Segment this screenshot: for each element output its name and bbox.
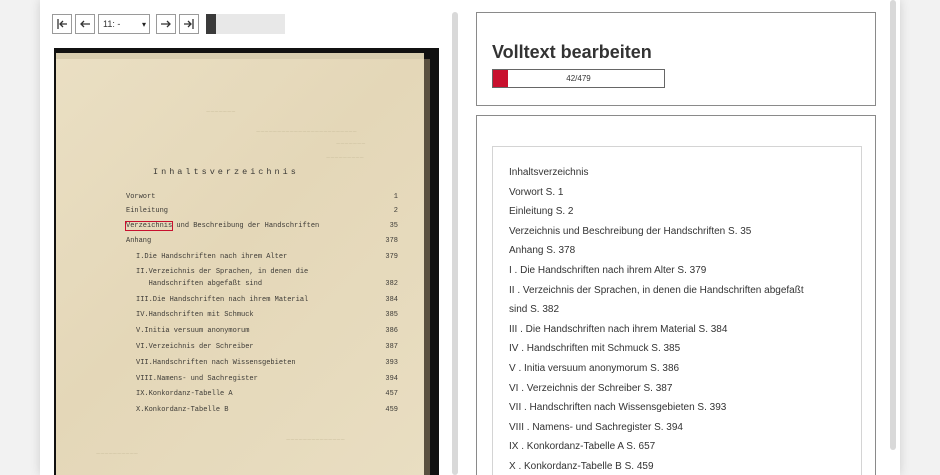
arrow-right-icon <box>159 17 173 31</box>
scan-toc-page: 1 <box>393 193 398 201</box>
scan-toc-text: IV.Handschriften mit Schmuck <box>136 311 254 319</box>
fulltext-line[interactable]: IV . Handschriften mit Schmuck S. 385 <box>509 343 681 355</box>
transcription-progress-bar <box>492 69 665 88</box>
scan-toc-text: Verzeichnis und Beschreibung der Handschriften <box>126 222 320 230</box>
fulltext-editor[interactable] <box>492 146 862 475</box>
fulltext-line[interactable]: VI . Verzeichnis der Schreiber S. 387 <box>509 382 673 394</box>
previous-page-button[interactable] <box>75 14 95 34</box>
scanned-page-image: ~~~~~~~ ~~~~~~~~~~~~~~~~~~~~~~~~ ~~~~~~~ ~~~~~~~~~ ~~~~~~~~~~~~~~ ~~~~~~~~~~ Inhaltsverzeichnis Vorwort 1 Einleitung 2 Verzeichnis und Beschreibung der Handschriften 35 Anhang 378 I.Die Handschriften nach ihrem Alter 379 II.Verzeichnis der Sprachen, in denen die Handschriften abgefaßt sind 382 III.Die Handschriften nach ihrem Material 384 IV.Handschriften mit Schmuck 385 V.Initia versuum anonymorum 386 VI.Verzeichnis der Schreiber 387 VII.Handschriften nach Wissensgebieten 393 VIII.Namens- und Sachregister 394 IX.Konkordanz-Tabelle A 457 X.Konkordanz-Tabelle B 459 <box>56 53 424 475</box>
scan-toc-line <box>126 359 398 368</box>
fulltext-line[interactable]: X . Konkordanz-Tabelle B S. 459 <box>509 461 654 472</box>
scan-toc-text: Vorwort <box>126 193 156 201</box>
fulltext-line[interactable]: V . Initia versuum anonymorum S. 386 <box>509 363 680 374</box>
scan-heading: Inhaltsverzeichnis <box>153 167 299 177</box>
scan-toc-text: II.Verzeichnis der Sprachen, in denen die <box>136 268 309 276</box>
scan-toc-page: 378 <box>385 237 398 245</box>
highlighted-word[interactable]: Verzeichnis <box>126 222 173 230</box>
scan-toc-text: I.Die Handschriften nach ihrem Alter <box>136 253 288 261</box>
transcription-page <box>40 0 900 475</box>
first-page-button[interactable] <box>52 14 72 34</box>
arrow-left-icon <box>78 17 92 31</box>
fulltext-line[interactable]: II . Verzeichnis der Sprachen, in denen die Handschriften abgefaßt <box>509 284 804 296</box>
scan-toc-page: 386 <box>385 327 398 335</box>
fulltext-line[interactable]: VII . Handschriften nach Wissensgebieten S. 393 <box>509 402 727 414</box>
scan-toc-page: 457 <box>385 390 398 398</box>
last-page-icon <box>182 17 196 31</box>
panel-resize-bar[interactable] <box>452 12 458 475</box>
next-page-button[interactable] <box>156 14 176 34</box>
page-navigation-toolbar <box>52 13 285 35</box>
scan-toc-page: 379 <box>385 253 398 261</box>
scan-toc-page: 459 <box>385 406 398 414</box>
page-slider-thumb[interactable] <box>206 14 216 34</box>
first-page-icon <box>55 17 69 31</box>
fulltext-line[interactable]: III . Die Handschriften nach ihrem Material S. 384 <box>509 323 728 335</box>
scan-toc-text: V.Initia versuum anonymorum <box>136 327 250 335</box>
scan-toc-line <box>126 280 398 289</box>
scan-toc-text: VIII.Namens- und Sachregister <box>136 375 258 383</box>
scan-toc-line <box>126 406 398 415</box>
scan-toc-line <box>126 375 398 384</box>
scan-toc-line <box>126 390 398 399</box>
fulltext-line[interactable]: IX . Konkordanz-Tabelle A S. 657 <box>509 441 656 453</box>
panel-title: Volltext bearbeiten <box>492 42 652 62</box>
edit-fulltext-panel <box>476 12 876 106</box>
scan-toc-page: 385 <box>385 311 398 319</box>
fulltext-line[interactable]: VIII . Namens- und Sachregister S. 394 <box>509 421 683 433</box>
scan-toc-line <box>126 253 398 262</box>
page-slider[interactable] <box>206 14 285 34</box>
fulltext-line[interactable]: I . Die Handschriften nach ihrem Alter S. 379 <box>509 265 707 276</box>
fulltext-panel <box>476 115 876 475</box>
scan-toc-line <box>126 268 398 277</box>
scan-toc-page: 384 <box>385 296 398 304</box>
scan-toc-page: 35 <box>389 222 398 230</box>
scan-toc-text: III.Die Handschriften nach ihrem Material <box>136 296 309 304</box>
scan-toc-line <box>126 193 398 202</box>
scan-toc-text: VII.Handschriften nach Wissensgebieten <box>136 359 296 367</box>
scan-toc-text: X.Konkordanz-Tabelle B <box>136 406 229 414</box>
scan-toc-line <box>126 207 398 216</box>
scan-toc-page: 2 <box>393 207 398 215</box>
scan-toc-text: IX.Konkordanz-Tabelle A <box>136 390 233 398</box>
fulltext-line[interactable]: Einleitung S. 2 <box>509 206 574 218</box>
page-scrollbar[interactable] <box>890 0 896 450</box>
last-page-button[interactable] <box>179 14 199 34</box>
scan-toc-line <box>126 237 398 246</box>
scan-toc-page: 393 <box>385 359 398 367</box>
scan-toc-page: 382 <box>385 280 398 288</box>
progress-label: 42/479 <box>566 74 591 83</box>
scan-toc-text: Handschriften abgefaßt sind <box>136 280 263 288</box>
scan-toc-text: VI.Verzeichnis der Schreiber <box>136 343 254 351</box>
scan-viewer[interactable] <box>54 48 439 475</box>
scan-toc-line <box>126 311 398 320</box>
scan-toc-line <box>126 296 398 305</box>
fulltext-line[interactable]: Verzeichnis und Beschreibung der Handschriften S. 35 <box>509 225 752 237</box>
scan-toc-page: 394 <box>385 375 398 383</box>
scan-toc-line <box>126 327 398 336</box>
page-select-value: 11: - <box>103 19 121 29</box>
fulltext-line[interactable]: Vorwort S. 1 <box>509 186 564 198</box>
scan-toc-text: Anhang <box>126 237 152 245</box>
scan-toc-text: Einleitung <box>126 207 169 215</box>
fulltext-line[interactable]: Inhaltsverzeichnis <box>509 167 589 178</box>
scan-toc-page: 387 <box>385 343 398 351</box>
page-select[interactable] <box>98 14 150 34</box>
chevron-down-icon: ▾ <box>141 19 146 29</box>
fulltext-line[interactable]: Anhang S. 378 <box>509 245 576 257</box>
scan-toc-line <box>126 343 398 352</box>
fulltext-line[interactable]: sind S. 382 <box>509 304 560 316</box>
scan-toc-line <box>126 222 398 231</box>
